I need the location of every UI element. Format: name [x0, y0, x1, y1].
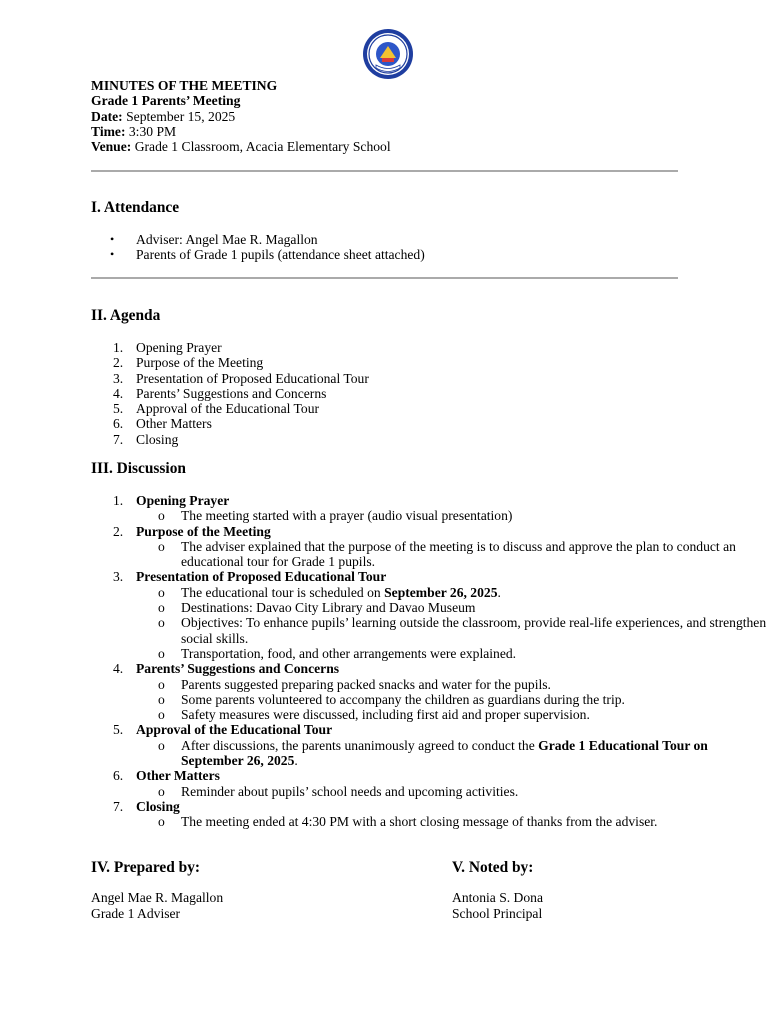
- discussion-item-title: Approval of the Educational Tour: [136, 722, 333, 738]
- discussion-point: o Destinations: Davao City Library and Davao Museum: [136, 600, 768, 615]
- item-number: 5.: [113, 401, 124, 417]
- agenda-item-label: Approval of the Educational Tour: [136, 401, 320, 417]
- prepared-by-heading: IV. Prepared by:: [91, 859, 201, 876]
- item-number: 4.: [113, 385, 124, 401]
- item-number: 3.: [113, 370, 124, 386]
- discussion-item-title: Parents’ Suggestions and Concerns: [136, 661, 340, 677]
- noted-by-heading: V. Noted by:: [452, 859, 534, 876]
- item-number: 6.: [113, 768, 124, 784]
- discussion-item-title: Closing: [136, 798, 180, 814]
- agenda-item-label: Opening Prayer: [136, 340, 222, 355]
- discussion-list: [110, 493, 768, 830]
- discussion-point: o Transportation, food, and other arrangements were explained.: [136, 646, 768, 661]
- point-text: .: [294, 753, 298, 769]
- attendance-heading: I. Attendance: [91, 199, 180, 216]
- school-seal-logo: [358, 28, 418, 80]
- discussion-item-title: Other Matters: [136, 768, 220, 784]
- agenda-item-label: Parents’ Suggestions and Concerns: [136, 385, 327, 401]
- point-text: After discussions, the parents unanimously agreed to conduct the: [181, 737, 539, 753]
- noter-name: Antonia S. Dona: [452, 890, 543, 906]
- item-number: 2.: [113, 355, 124, 371]
- point-text: .: [497, 584, 501, 600]
- discussion-item: [110, 722, 768, 768]
- discussion-point: o The meeting started with a prayer (audio visual presentation): [136, 508, 768, 523]
- agenda-item-label: Other Matters: [136, 416, 212, 432]
- discussion-item-title: Opening Prayer: [136, 493, 230, 508]
- discussion-point: o The meeting ended at 4:30 PM with a short closing message of thanks from the adviser.: [136, 814, 768, 829]
- meeting-header: [91, 78, 391, 154]
- agenda-item-label: Presentation of Proposed Educational Tour: [136, 370, 369, 386]
- document-title: MINUTES OF THE MEETING: [91, 78, 278, 93]
- attendance-list: [110, 232, 425, 263]
- noted-by-block: [452, 860, 543, 921]
- agenda-item: [110, 432, 369, 447]
- item-number: 7.: [113, 431, 124, 447]
- discussion-points: [136, 539, 768, 570]
- meeting-date: Date: September 15, 2025: [91, 108, 236, 124]
- discussion-item: [110, 799, 768, 830]
- point-emphasis: Grade 1 Educational Tour on September 26, 2025: [181, 737, 708, 769]
- discussion-points: [136, 677, 768, 723]
- agenda-heading: II. Agenda: [91, 307, 161, 324]
- preparer-role: Grade 1 Adviser: [91, 905, 181, 921]
- noter-role: School Principal: [452, 905, 543, 921]
- divider-rule: [91, 170, 678, 172]
- agenda-item: [110, 401, 369, 416]
- agenda-item-label: Closing: [136, 431, 179, 447]
- discussion-point: o Objectives: To enhance pupils’ learning outside the classroom, provide real-life experiences, and strengthen social skills.: [136, 615, 768, 646]
- item-number: 2.: [113, 523, 124, 539]
- meeting-venue: Venue: Grade 1 Classroom, Acacia Elementary School: [91, 139, 391, 155]
- item-number: 1.: [113, 493, 124, 508]
- preparer-name: Angel Mae R. Magallon: [91, 890, 224, 906]
- discussion-points: [136, 814, 768, 829]
- discussion-heading: III. Discussion: [91, 460, 186, 477]
- item-number: 4.: [113, 661, 124, 677]
- discussion-points: [136, 585, 768, 661]
- item-number: 5.: [113, 722, 124, 738]
- agenda-item-label: Purpose of the Meeting: [136, 355, 264, 371]
- divider-rule: [91, 277, 678, 279]
- meeting-name: Grade 1 Parents’ Meeting: [91, 93, 241, 109]
- point-emphasis: September 26, 2025: [384, 584, 498, 600]
- discussion-item: [110, 524, 768, 570]
- discussion-points: [136, 508, 768, 523]
- discussion-point: o Some parents volunteered to accompany the children as guardians during the trip.: [136, 692, 768, 707]
- agenda-item: [110, 416, 369, 431]
- agenda-item: [110, 355, 369, 370]
- discussion-item: [110, 493, 768, 524]
- discussion-points: [136, 784, 768, 799]
- attendance-item: • Parents of Grade 1 pupils (attendance sheet attached): [110, 247, 425, 262]
- point-text: The educational tour is scheduled on: [181, 584, 385, 600]
- prepared-by-block: [91, 860, 223, 921]
- agenda-item: [110, 386, 369, 401]
- discussion-point: [136, 738, 768, 769]
- discussion-item: [110, 569, 768, 661]
- agenda-item: [110, 371, 369, 386]
- discussion-point: o Reminder about pupils’ school needs and upcoming activities.: [136, 784, 768, 799]
- item-number: 7.: [113, 798, 124, 814]
- item-number: 3.: [113, 569, 124, 585]
- discussion-point: [136, 585, 768, 600]
- agenda-list: [110, 340, 369, 447]
- discussion-points: [136, 738, 768, 769]
- discussion-point: o Parents suggested preparing packed snacks and water for the pupils.: [136, 677, 768, 692]
- discussion-item-title: Purpose of the Meeting: [136, 523, 271, 539]
- discussion-point: o The adviser explained that the purpose of the meeting is to discuss and approve the plan to conduct an educational tour for Grade 1 pupils.: [136, 539, 768, 570]
- discussion-item: [110, 768, 768, 799]
- discussion-item: [110, 661, 768, 722]
- item-number: 6.: [113, 416, 124, 432]
- discussion-point: o Safety measures were discussed, including first aid and proper supervision.: [136, 707, 768, 722]
- item-number: 1.: [113, 340, 124, 355]
- attendance-item: • Adviser: Angel Mae R. Magallon: [110, 232, 425, 247]
- discussion-item-title: Presentation of Proposed Educational Tour: [136, 569, 387, 585]
- agenda-item: [110, 340, 369, 355]
- meeting-time: Time: 3:30 PM: [91, 123, 177, 139]
